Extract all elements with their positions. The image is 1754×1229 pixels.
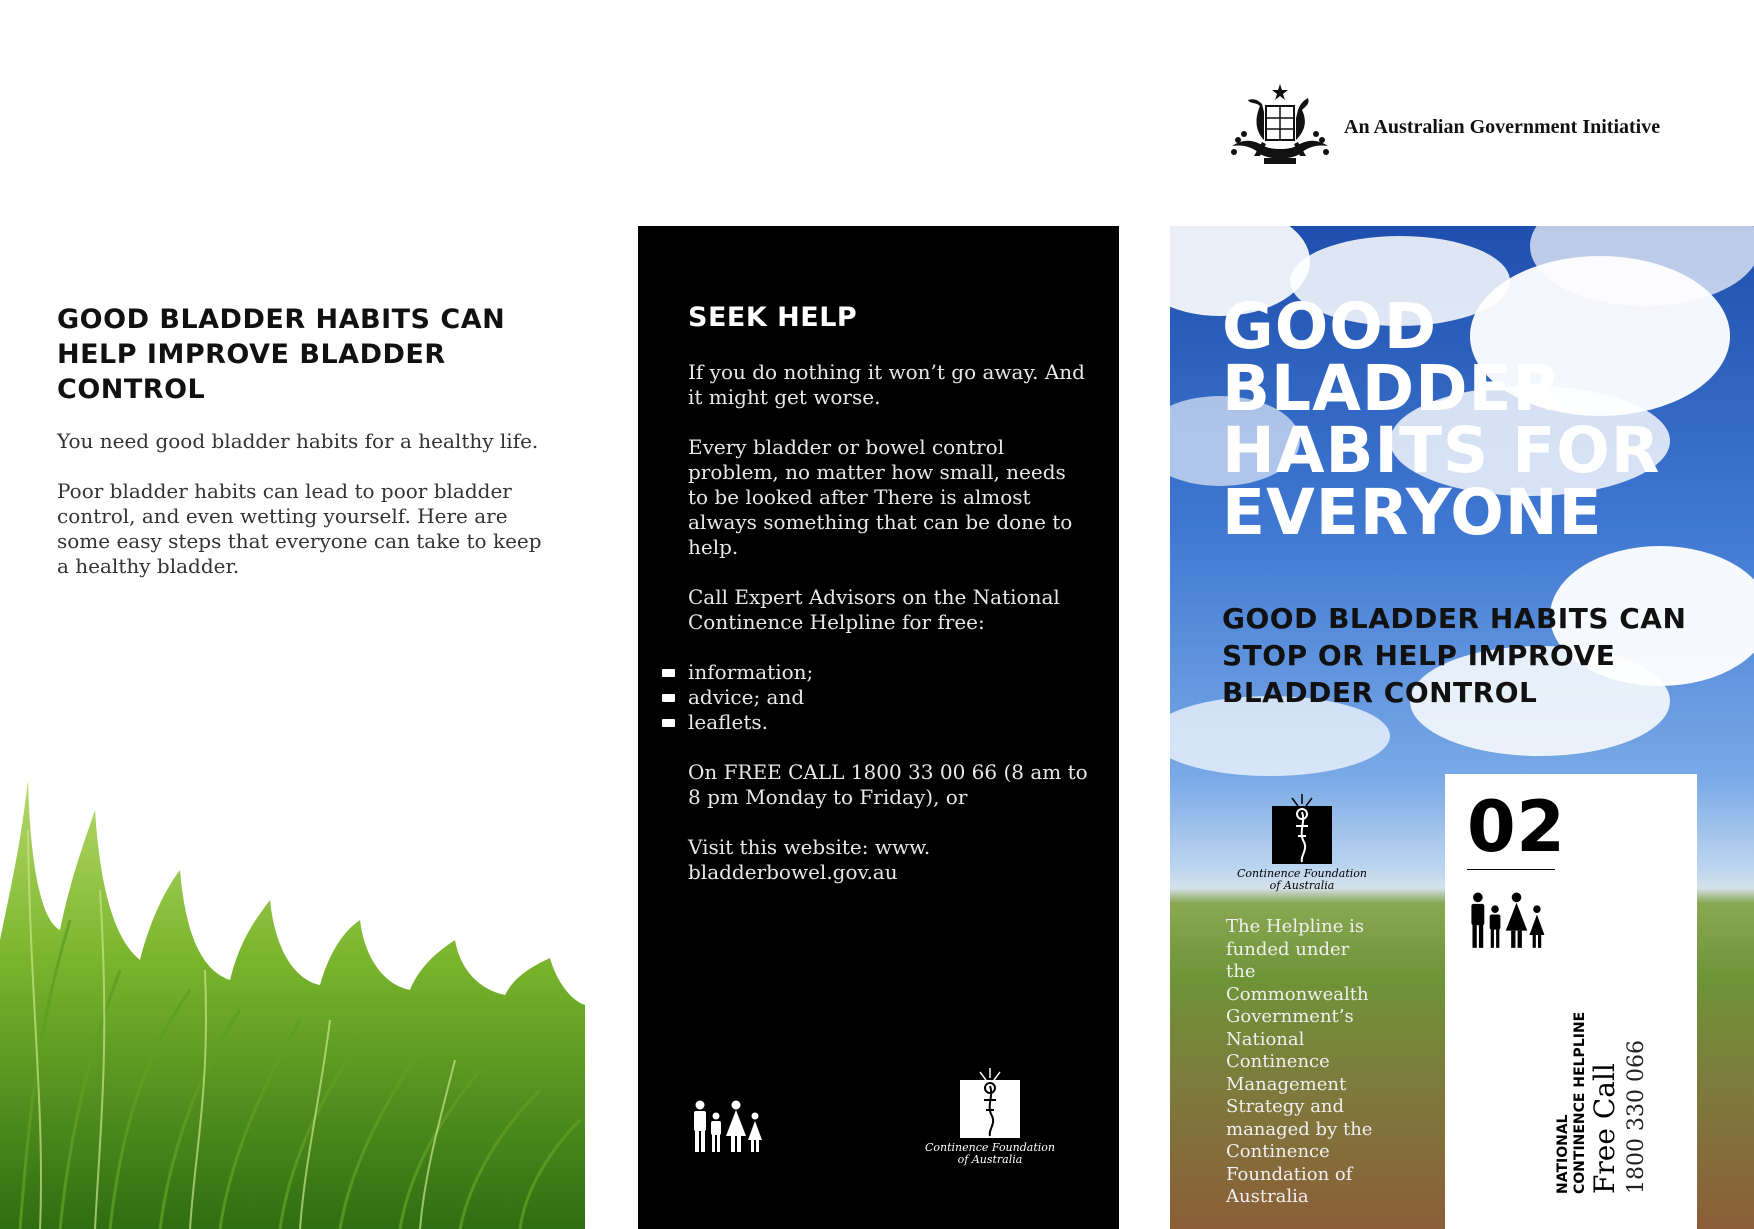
- seek-help-paragraph-4: On FREE CALL 1800 33 00 66 (8 am to 8 pm Monday to Friday), or: [688, 760, 1088, 809]
- left-paragraph-2: Poor bladder habits can lead to poor bladder control, and even wetting yourself. Here are some easy steps that everyone can take to keep a healthy bladder.: [57, 479, 542, 578]
- continence-foundation-logo: [910, 1066, 1070, 1166]
- helpline-box: [1445, 774, 1697, 1229]
- seek-help-title: SEEK HELP: [688, 302, 858, 333]
- helpline-label-line-1: NATIONAL: [1555, 1114, 1571, 1194]
- list-item: [688, 660, 1048, 685]
- logo-label: Continence Foundation: [1237, 867, 1367, 880]
- continence-foundation-logo: [1222, 792, 1382, 892]
- grass-image: [0, 770, 585, 1229]
- logo-sublabel: of Australia: [957, 1153, 1023, 1166]
- left-paragraph-1: You need good bladder habits for a healthy life.: [57, 429, 539, 453]
- helpline-phone-number: 1800 330 066: [1624, 1040, 1649, 1194]
- family-icon: [690, 1100, 768, 1154]
- seek-help-paragraph-3: Call Expert Advisors on the National Continence Helpline for free:: [688, 585, 1060, 634]
- cover-panel: [1170, 226, 1754, 1229]
- seek-help-paragraph-2: Every bladder or bowel control problem, no matter how small, needs to be looked after There is almost always something that can be done to help.: [688, 435, 1073, 559]
- bullet-icon: [662, 669, 675, 677]
- issue-number: 02: [1467, 786, 1566, 868]
- list-item-label: information;: [688, 660, 814, 684]
- helpline-vertical-text: [1555, 974, 1675, 1194]
- free-call-label: Free Call: [1588, 1063, 1621, 1194]
- bullet-icon: [662, 719, 675, 727]
- divider: [1467, 869, 1555, 870]
- cover-subtitle: GOOD BLADDER HABITS CAN STOP OR HELP IMPROVE BLADDER CONTROL: [1222, 602, 1687, 709]
- helpline-label-line-2: CONTINENCE HELPLINE: [1572, 1011, 1588, 1194]
- cover-title: GOOD BLADDER HABITS FOR EVERYONE: [1222, 290, 1661, 549]
- logo-sublabel: of Australia: [1269, 879, 1335, 892]
- government-initiative-header: [1224, 82, 1694, 172]
- seek-help-paragraph-1: If you do nothing it won’t go away. And it might get worse.: [688, 360, 1085, 409]
- coat-of-arms-icon: [1224, 82, 1336, 172]
- left-panel-title: GOOD BLADDER HABITS CAN HELP IMPROVE BLADDER CONTROL: [57, 304, 506, 405]
- list-item: [688, 710, 1048, 735]
- list-item-label: advice; and: [688, 685, 805, 709]
- list-item-label: leaflets.: [688, 710, 768, 734]
- helpline-list: [688, 660, 1048, 735]
- logo-label: Continence Foundation: [925, 1141, 1055, 1154]
- list-item: [688, 685, 1048, 710]
- seek-help-panel: [638, 226, 1119, 1229]
- seek-help-paragraph-5: Visit this website: www. bladderbowel.gov.au: [688, 835, 931, 884]
- bullet-icon: [662, 694, 675, 702]
- family-icon: [1467, 892, 1551, 950]
- funding-note: The Helpline is funded under the Commonwealth Government’s National Continence Management Strategy and managed by the Continence Foundation of Australia: [1226, 916, 1373, 1207]
- initiative-label: An Australian Government Initiative: [1344, 116, 1661, 138]
